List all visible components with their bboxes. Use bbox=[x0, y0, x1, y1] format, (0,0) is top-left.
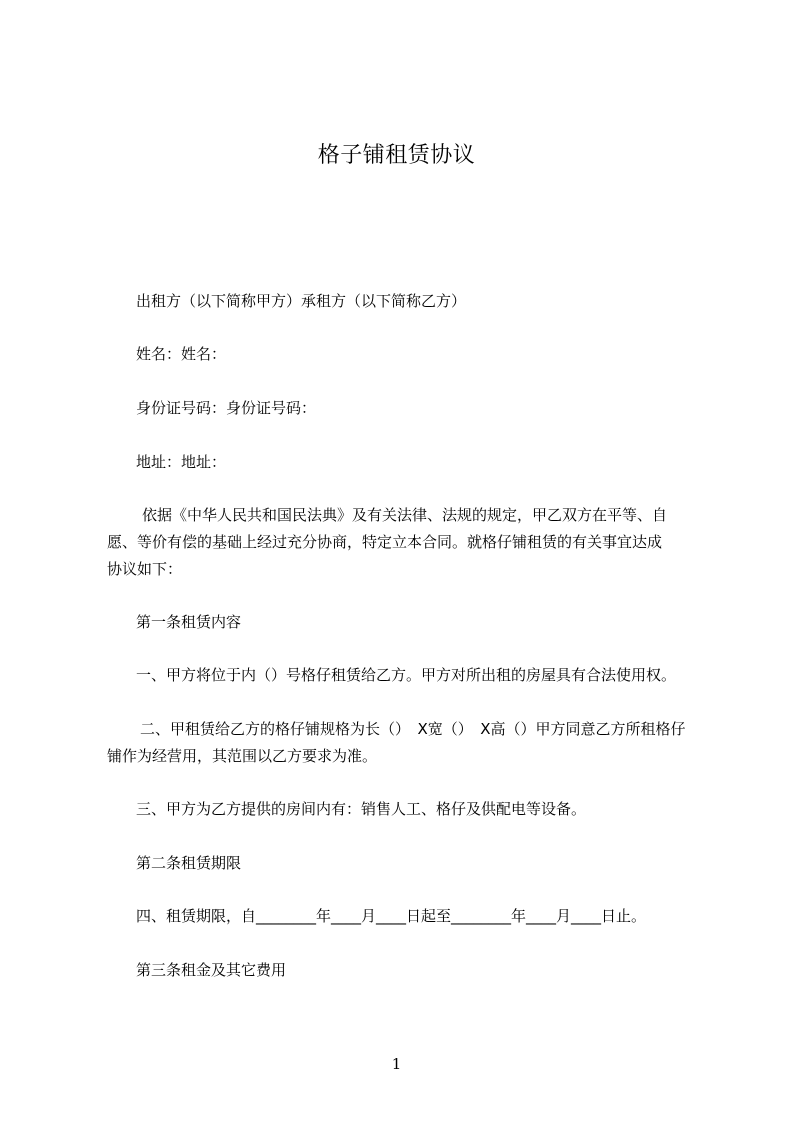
clause-4: 四、租赁期限，自________年____月____日起至________年____月____日止。 bbox=[136, 907, 647, 925]
page-number: 1 bbox=[391, 1055, 402, 1073]
clause-2-line-2: 铺作为经营用，其范围以乙方要求为准。 bbox=[107, 747, 378, 765]
basis-paragraph-line-3: 协议如下： bbox=[107, 560, 183, 578]
article-2-heading: 第二条租赁期限 bbox=[136, 854, 242, 872]
name-line: 姓名：姓名： bbox=[136, 345, 227, 363]
parties-line: 出租方（以下简称甲方）承租方（以下简称乙方） bbox=[136, 292, 467, 310]
address-line: 地址：地址： bbox=[136, 453, 227, 471]
clause-3: 三、甲方为乙方提供的房间内有：销售人工、格仔及供配电等设备。 bbox=[136, 800, 587, 818]
clause-1: 一、甲方将位于内（）号格仔租赁给乙方。甲方对所出租的房屋具有合法使用权。 bbox=[136, 666, 677, 684]
id-number-line: 身份证号码：身份证号码： bbox=[136, 399, 317, 417]
basis-paragraph-line-2: 愿、等价有偿的基础上经过充分协商，特定立本合同。就格仔铺租赁的有关事宜达成 bbox=[107, 533, 663, 551]
article-3-heading: 第三条租金及其它费用 bbox=[136, 961, 287, 979]
document-title: 格子铺租赁协议 bbox=[317, 143, 476, 168]
article-1-heading: 第一条租赁内容 bbox=[136, 613, 242, 631]
clause-2-line-1: 二、甲租赁给乙方的格仔铺规格为长（） X宽（） X高（）甲方同意乙方所租格仔 bbox=[140, 720, 686, 738]
basis-paragraph-line-1: 依据《中华人民共和国民法典》及有关法律、法规的规定，甲乙双方在平等、自 bbox=[142, 506, 668, 524]
